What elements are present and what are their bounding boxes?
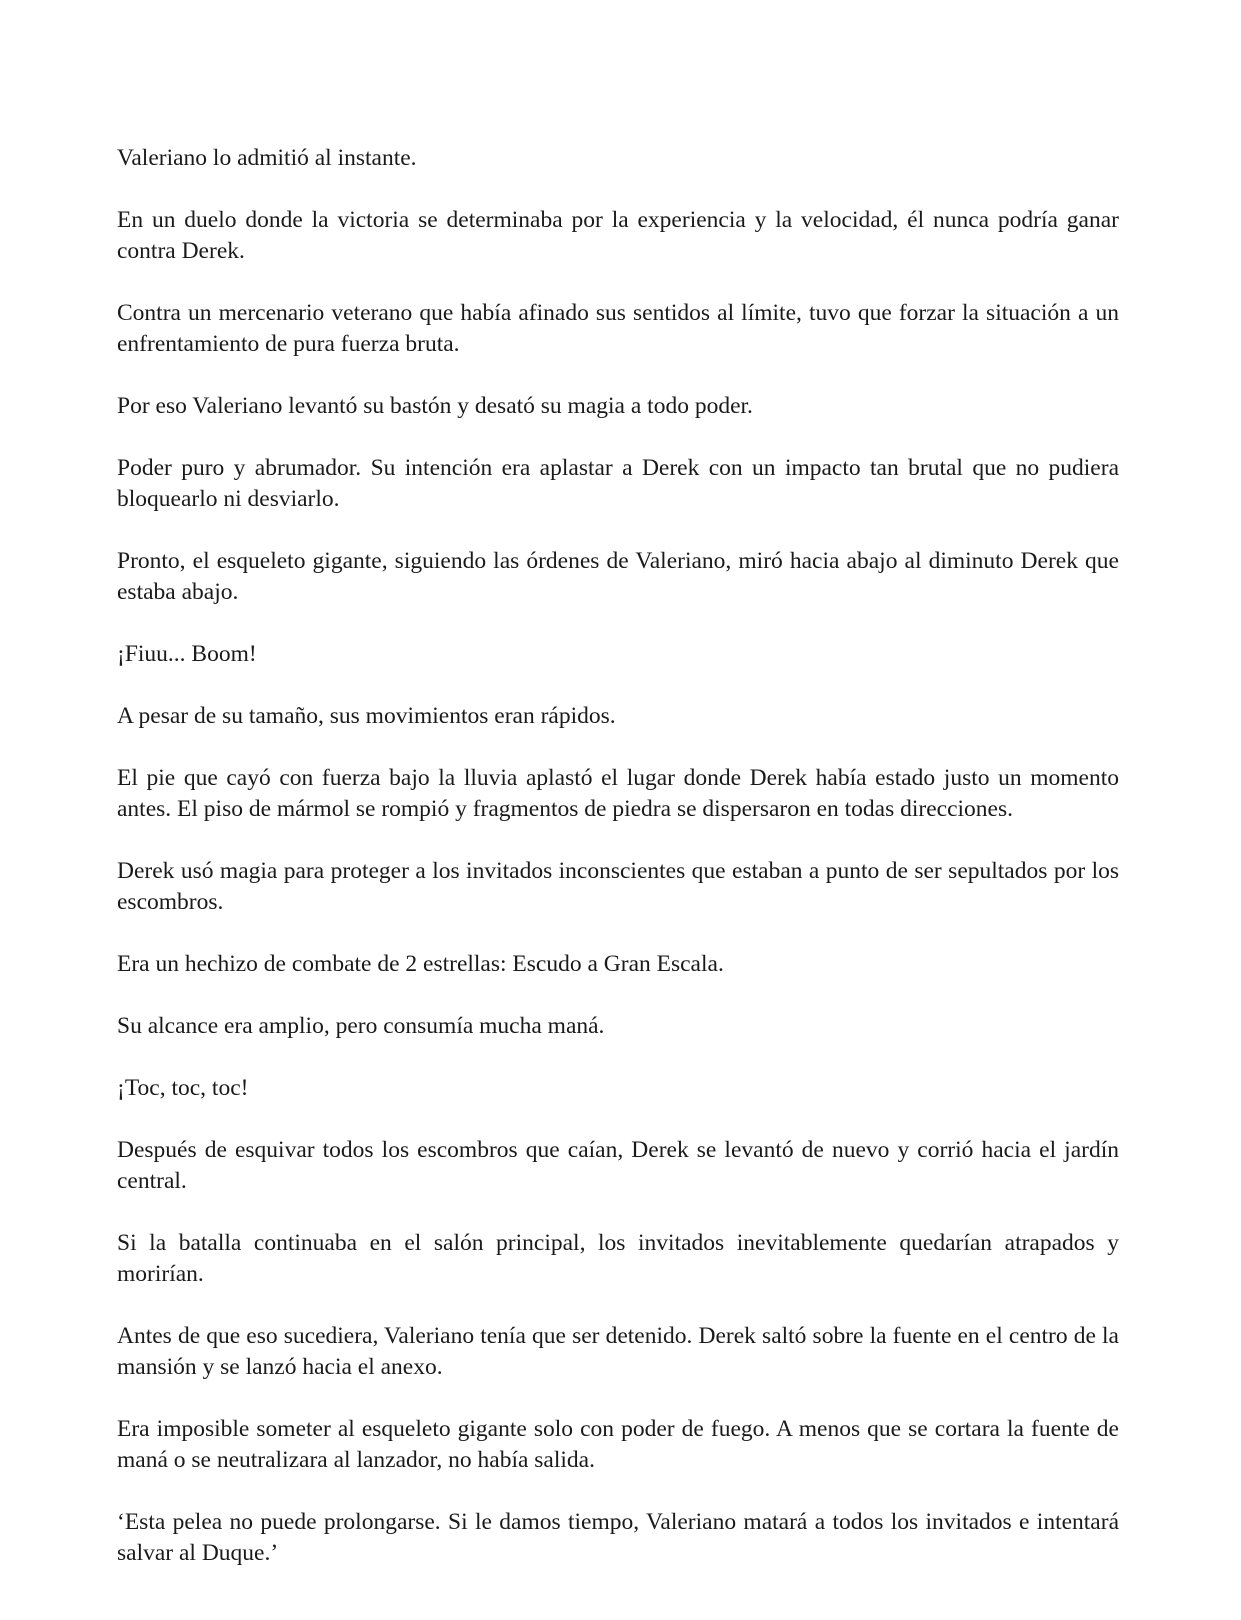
paragraph: En un duelo donde la victoria se determinaba por la experiencia y la velocidad, él nunca podría ganar contra Derek. xyxy=(117,207,1119,264)
document-page xyxy=(117,143,1119,1600)
paragraph: ‘Esta pelea no puede prolongarse. Si le damos tiempo, Valeriano matará a todos los invitados e intentará salvar al Duque.’ xyxy=(117,1509,1119,1566)
paragraph: A pesar de su tamaño, sus movimientos eran rápidos. xyxy=(117,703,616,729)
paragraph: Antes de que eso sucediera, Valeriano tenía que ser detenido. Derek saltó sobre la fuente en el centro de la mansión y se lanzó hacia el anexo. xyxy=(117,1323,1119,1380)
paragraph: Era un hechizo de combate de 2 estrellas: Escudo a Gran Escala. xyxy=(117,951,724,977)
paragraph: Era imposible someter al esqueleto gigante solo con poder de fuego. A menos que se cortara la fuente de maná o se neutralizara al lanzador, no había salida. xyxy=(117,1416,1119,1473)
paragraph: ¡Fiuu... Boom! xyxy=(117,641,257,667)
paragraph: Contra un mercenario veterano que había afinado sus sentidos al límite, tuvo que forzar la situación a un enfrentamiento de pura fuerza bruta. xyxy=(117,300,1119,357)
paragraph: Por eso Valeriano levantó su bastón y desató su magia a todo poder. xyxy=(117,393,753,419)
paragraph: Si la batalla continuaba en el salón principal, los invitados inevitablemente quedarían atrapados y morirían. xyxy=(117,1230,1119,1287)
paragraph: Pronto, el esqueleto gigante, siguiendo las órdenes de Valeriano, miró hacia abajo al diminuto Derek que estaba abajo. xyxy=(117,548,1119,605)
paragraph: Poder puro y abrumador. Su intención era aplastar a Derek con un impacto tan brutal que no pudiera bloquearlo ni desviarlo. xyxy=(117,455,1119,512)
paragraph: Su alcance era amplio, pero consumía mucha maná. xyxy=(117,1013,605,1039)
paragraph: ¡Toc, toc, toc! xyxy=(117,1075,249,1101)
paragraph: Después de esquivar todos los escombros que caían, Derek se levantó de nuevo y corrió hacia el jardín central. xyxy=(117,1137,1119,1194)
paragraph: Valeriano lo admitió al instante. xyxy=(117,145,417,171)
paragraph: El pie que cayó con fuerza bajo la lluvia aplastó el lugar donde Derek había estado justo un momento antes. El piso de mármol se rompió y fragmentos de piedra se dispersaron en todas direcciones. xyxy=(117,765,1119,822)
paragraph: Derek usó magia para proteger a los invitados inconscientes que estaban a punto de ser sepultados por los escombros. xyxy=(117,858,1119,915)
